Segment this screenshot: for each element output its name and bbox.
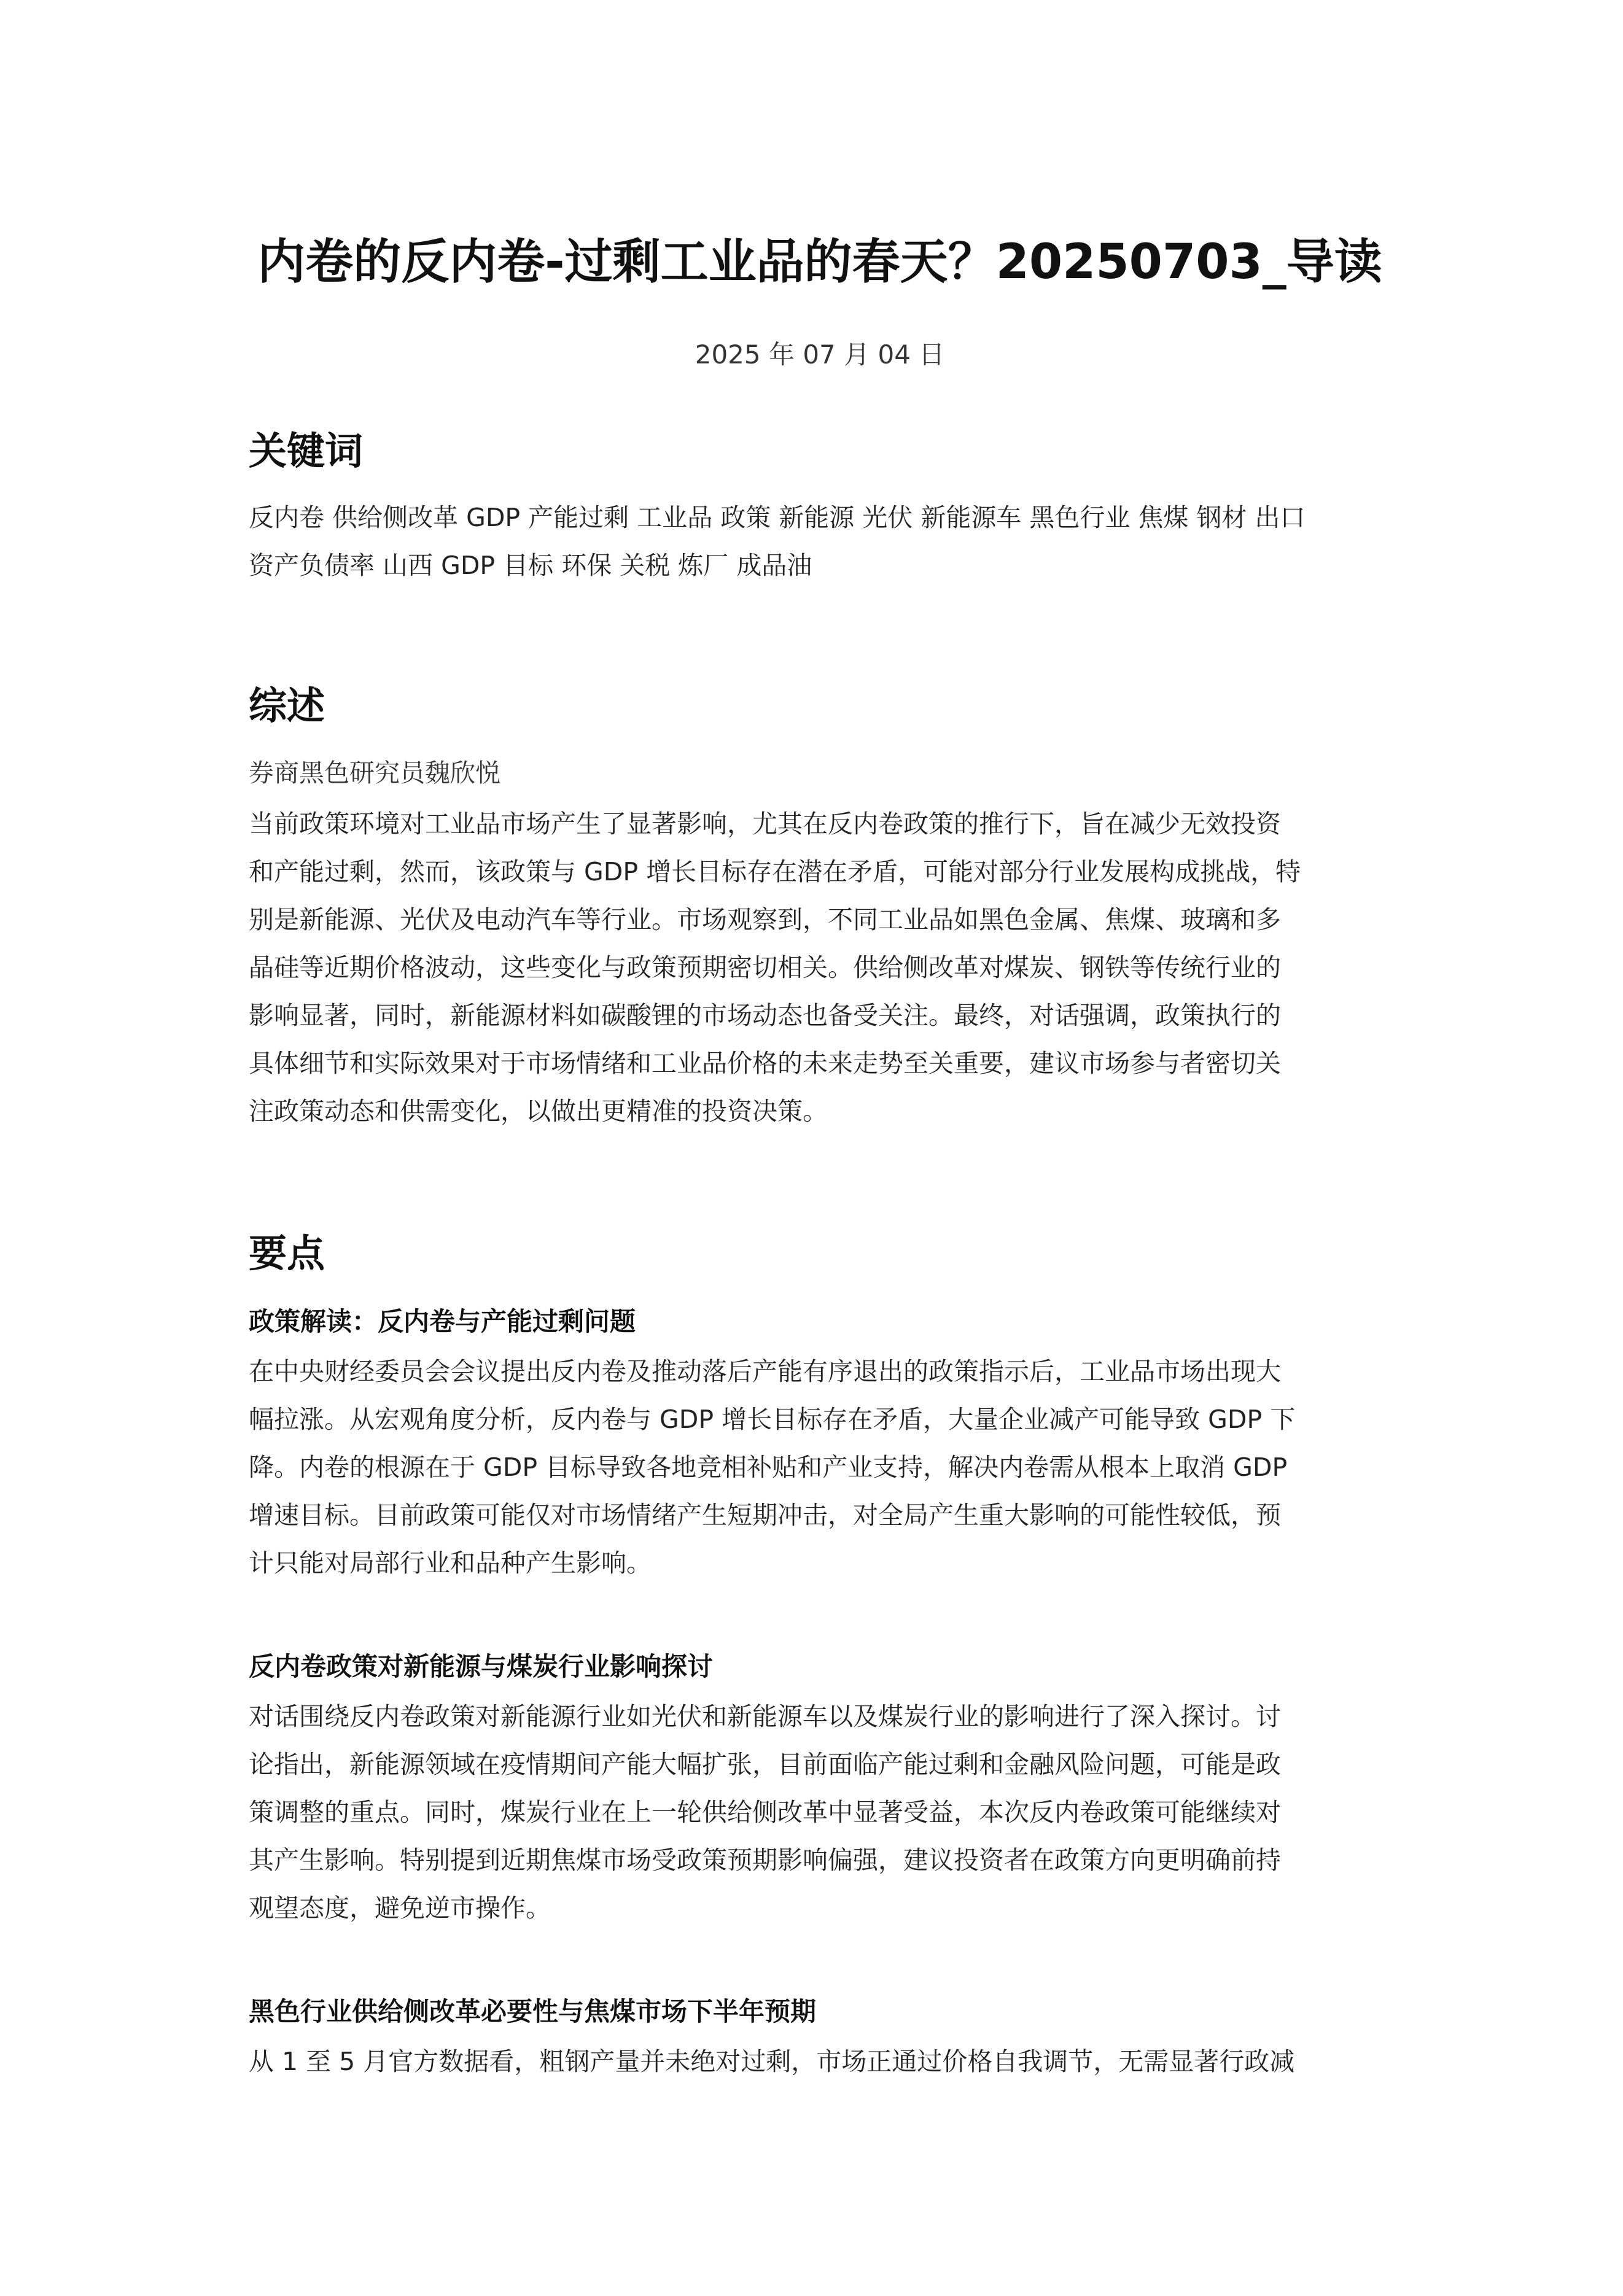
keywords-line: 反内卷 供给侧改革 GDP 产能过剩 工业品 政策 新能源 光伏 新能源车 黑色行业 焦煤 钢材 出口 <box>249 503 1306 532</box>
summary-line: 和产能过剩，然而，该政策与 GDP 增长目标存在潜在矛盾，可能对部分行业发展构成挑战，特 <box>249 857 1301 886</box>
summary-paragraph <box>249 800 1391 1135</box>
key-point-paragraph <box>249 1348 1391 1587</box>
key-point-line: 降。内卷的根源在于 GDP 目标导致各地竞相补贴和产业支持，解决内卷需从根本上取消 GDP <box>249 1452 1288 1482</box>
page-title: 内卷的反内卷-过剩工业品的春天？20250703_导读 <box>257 235 1382 290</box>
key-point-paragraph <box>249 1693 1391 1932</box>
summary-line: 影响显著，同时，新能源材料如碳酸锂的市场动态也备受关注。最终，对话强调，政策执行的 <box>249 1001 1281 1030</box>
key-points-heading: 要点 <box>249 1231 325 1276</box>
key-point-line: 对话围绕反内卷政策对新能源行业如光伏和新能源车以及煤炭行业的影响进行了深入探讨。讨 <box>249 1702 1281 1731</box>
key-point-title: 反内卷政策对新能源与煤炭行业影响探讨 <box>249 1651 714 1681</box>
summary-line: 注政策动态和供需变化，以做出更精准的投资决策。 <box>249 1096 828 1126</box>
key-point-line: 增速目标。目前政策可能仅对市场情绪产生短期冲击，对全局产生重大影响的可能性较低，预 <box>249 1500 1281 1530</box>
key-point-line: 策调整的重点。同时，煤炭行业在上一轮供给侧改革中显著受益，本次反内卷政策可能继续对 <box>249 1798 1281 1827</box>
key-point-line: 其产生影响。特别提到近期焦煤市场受政策预期影响偏强，建议投资者在政策方向更明确前持 <box>249 1845 1281 1875</box>
summary-line: 晶硅等近期价格波动，这些变化与政策预期密切相关。供给侧改革对煤炭、钢铁等传统行业的 <box>249 953 1281 982</box>
key-point-paragraph <box>249 2038 1391 2085</box>
keywords-heading: 关键词 <box>249 429 364 473</box>
summary-line: 别是新能源、光伏及电动汽车等行业。市场观察到，不同工业品如黑色金属、焦煤、玻璃和多 <box>249 905 1281 934</box>
keywords-text <box>249 494 1391 589</box>
key-point-title: 黑色行业供给侧改革必要性与焦煤市场下半年预期 <box>249 1996 817 2026</box>
keywords-line: 资产负债率 山西 GDP 目标 环保 关税 炼厂 成品油 <box>249 551 812 580</box>
summary-line: 具体细节和实际效果对于市场情绪和工业品价格的未来走势至关重要，建议市场参与者密切关 <box>249 1049 1281 1078</box>
key-point-line: 从 1 至 5 月官方数据看，粗钢产量并未绝对过剩，市场正通过价格自我调节，无需显著行政减 <box>249 2047 1295 2076</box>
summary-line: 当前政策环境对工业品市场产生了显著影响，尤其在反内卷政策的推行下，旨在减少无效投资 <box>249 809 1281 839</box>
key-point-title: 政策解读：反内卷与产能过剩问题 <box>249 1306 636 1336</box>
key-point-line: 论指出，新能源领域在疫情期间产能大幅扩张，目前面临产能过剩和金融风险问题，可能是政 <box>249 1750 1281 1779</box>
document-date: 2025 年 07 月 04 日 <box>695 339 945 370</box>
key-point-line: 计只能对局部行业和品种产生影响。 <box>249 1548 652 1578</box>
key-point-line: 在中央财经委员会会议提出反内卷及推动落后产能有序退出的政策指示后，工业品市场出现大 <box>249 1357 1281 1386</box>
summary-author: 券商黑色研究员魏欣悦 <box>249 758 500 788</box>
key-point-line: 观望态度，避免逆市操作。 <box>249 1893 551 1923</box>
summary-heading: 综述 <box>249 683 325 728</box>
key-point-line: 幅拉涨。从宏观角度分析，反内卷与 GDP 增长目标存在矛盾，大量企业减产可能导致 GDP 下 <box>249 1405 1296 1434</box>
